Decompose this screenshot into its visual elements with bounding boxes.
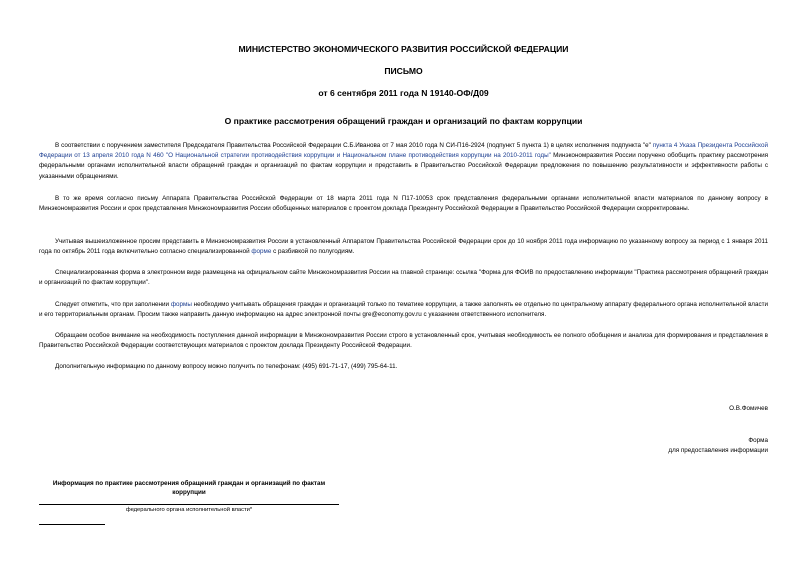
- paragraph-7: Дополнительную информацию по данному вопросу можно получить по телефонам: (495) 691-71-17, (499) 795-64-11.: [55, 363, 398, 370]
- p5-text-a: Следует отметить, что при заполнении: [55, 301, 170, 308]
- p1-text-b: Минэкономразвития России поручено обобщить практику рассмотрения федеральными органами исполнительной власти обращений граждан и организаций по фактам коррупции и представить в Правительство Российской Федерации предложения по повышению результативности и эффективности работы с указанными обращениями.: [39, 152, 769, 180]
- paragraph-3: [39, 237, 768, 257]
- signature: О.В.Фомичев: [729, 405, 768, 412]
- decree-link[interactable]: пункта 4 Указа Президента Российской Федерации от 13 апреля 2010 года N 460 "О Национальной стратегии противодействия коррупции и Национальном плане противодействия коррупции на 2010-2011 годы": [39, 142, 768, 160]
- footnote-separator: [39, 524, 105, 525]
- paragraph-2: В то же время согласно письму Аппарата Правительства Российской Федерации от 18 марта 2011 года N П17-10053 срок представления федеральными органами исполнительной власти материалов по данному вопросу в Минэкономразвития России и срок представления Минэкономразвития России обобщенных материалов с проектом доклада Президенту Российской Федерации в Правительство Российской Федерации скорректированы.: [39, 195, 768, 213]
- doc-type-heading: ПИСЬМО: [384, 66, 423, 76]
- form-title: Информация по практике рассмотрения обращений граждан и организаций по фактам коррупции: [52, 480, 326, 496]
- form-note-line1: Форма: [748, 437, 768, 444]
- date-number-heading: от 6 сентября 2011 года N 19140-ОФ/Д09: [318, 88, 489, 98]
- org-caption: федерального органа исполнительной власти*: [125, 507, 253, 513]
- paragraph-5: [39, 300, 768, 320]
- p1-text-a: В соответствии с поручением заместителя Председателя Правительства Российской Федерации С.Б.Иванова от 7 мая 2010 года N СИ-П16-2924 (подпункт 5 пункта 1) в целях исполнения подпункта "е": [55, 142, 651, 149]
- p3-text-a: Учитывая вышеизложенное просим представить в Минэкономразвития России в установленный Аппаратом Правительства Российской Федерации срок до 10 ноября 2011 года информацию по указанному вопросу за период с 1 января 2011 года по октябрь 2011 года включительно согласно специализированной: [39, 238, 768, 256]
- paragraph-6: Обращаем особое внимание на необходимость поступления данной информации в Минэкономразвития России строго в установленный срок, учитывая необходимость ее полного обобщения и анализа для формирования и представления в Правительство Российской Федерации соответствующих материалов с проектом доклада Президенту Российской Федерации.: [39, 332, 768, 350]
- paragraph-1: [39, 141, 768, 182]
- paragraph-4: Специализированная форма в электронном виде размещена на официальном сайте Минэкономразвития России на главной странице: ссылка "Форма для ФОИВ по предоставлению информации "Практика рассмотрения обращений граждан и организаций по фактам коррупции".: [39, 269, 768, 287]
- p5-text-b: необходимо учитывать обращения граждан и организаций только по тематике коррупции, а также заполнять ее отдельно по центральному аппарату федерального органа исполнительной власти и его территориальным органам. Просим также направить данную информацию на адрес электронной почты gre@economy.gov.ru с указанием ответственного исполнителя.: [39, 301, 769, 319]
- form-link[interactable]: форме: [251, 248, 272, 256]
- subject-heading: О практике рассмотрения обращений граждан и организаций по фактам коррупции: [224, 116, 583, 126]
- form-note-line2: для предоставления информации: [668, 447, 768, 454]
- p3-text-b: с разбивкой по полугодиям.: [273, 248, 355, 256]
- ministry-heading: МИНИСТЕРСТВО ЭКОНОМИЧЕСКОГО РАЗВИТИЯ РОССИЙСКОЙ ФЕДЕРАЦИИ: [238, 44, 569, 54]
- org-name-line: [39, 504, 339, 505]
- form-link-2[interactable]: формы: [170, 301, 192, 308]
